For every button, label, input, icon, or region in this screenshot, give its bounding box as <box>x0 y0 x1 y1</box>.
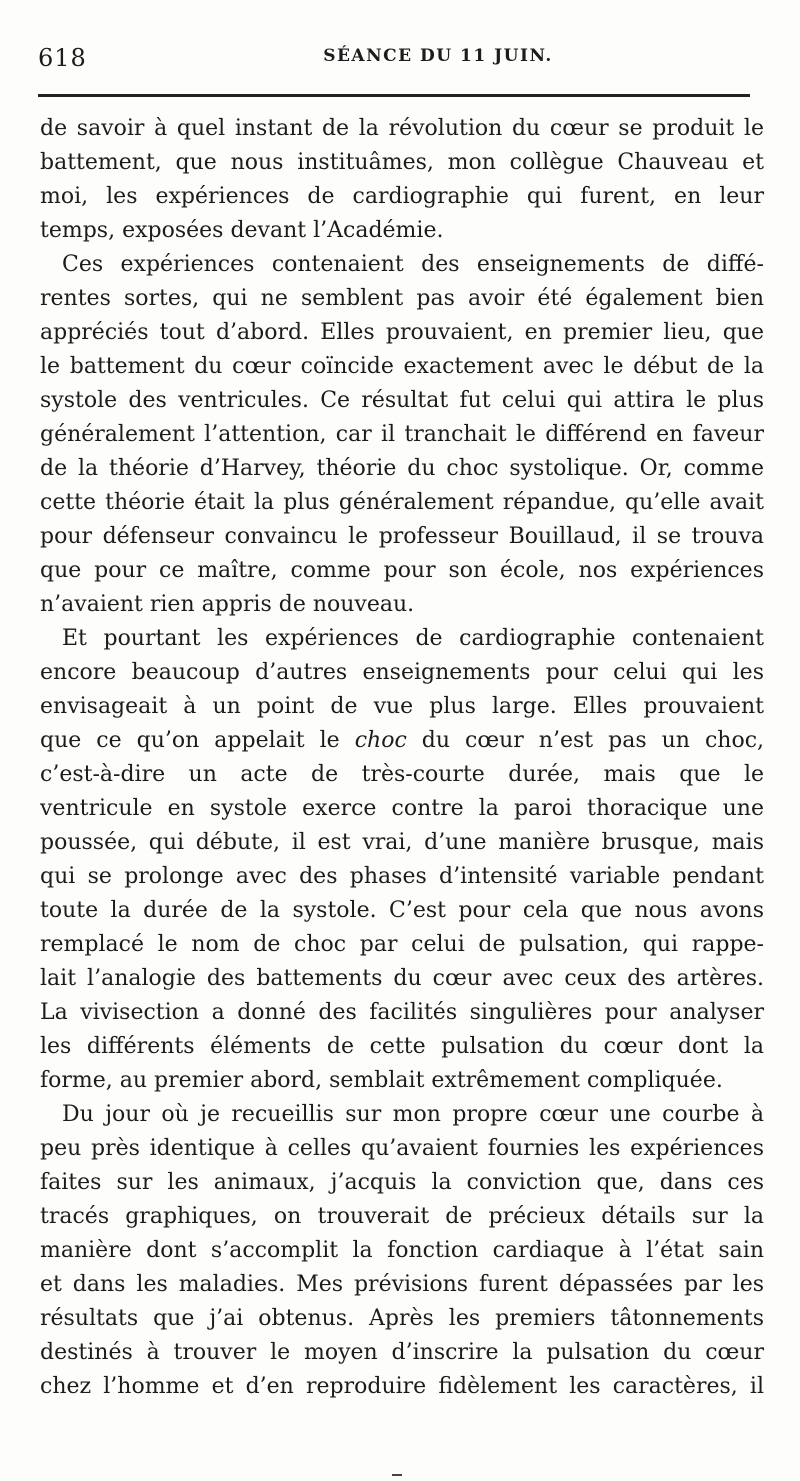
text-line: destinés à trouver le moyen d’inscrire la pulsation du cœur <box>40 1340 764 1365</box>
text-line: Et pourtant les expériences de cardiographie contenaient <box>62 626 764 651</box>
text-line: faites sur les animaux, j’acquis la conviction que, dans ces <box>40 1170 764 1195</box>
text-line: le battement du cœur coïncide exactement avec le début de la <box>40 354 764 379</box>
text-line: systole des ventricules. Ce résultat fut celui qui attira le plus <box>40 388 764 413</box>
text-line: chez l’homme et d’en reproduire fidèlement les caractères, il <box>40 1374 764 1399</box>
text-line: résultats que j’ai obtenus. Après les premiers tâtonnements <box>40 1306 764 1331</box>
text-line: temps, exposées devant l’Académie. <box>40 218 444 243</box>
text-line: ventricule en systole exerce contre la paroi thoracique une <box>40 796 764 821</box>
paragraph <box>40 622 764 1098</box>
text-line: de savoir à quel instant de la révolution du cœur se produit le <box>40 116 764 141</box>
text-line: que ce qu’on appelait le choc du cœur n’est pas un choc, <box>40 728 765 753</box>
text-line: pour défenseur convaincu le professeur Bouillaud, il se trouva <box>40 524 764 549</box>
text-line: rentes sortes, qui ne semblent pas avoir été également bien <box>40 286 764 311</box>
text-line: encore beaucoup d’autres enseignements pour celui qui les <box>40 660 764 685</box>
text-line: appréciés tout d’abord. Elles prouvaient, en premier lieu, que <box>40 320 764 345</box>
text-line: cette théorie était la plus généralement répandue, qu’elle avait <box>40 490 764 515</box>
text-line: poussée, qui débute, il est vrai, d’une manière brusque, mais <box>40 830 764 855</box>
text-line: généralement l’attention, car il tranchait le différend en faveur <box>40 422 764 447</box>
text-line: forme, au premier abord, semblait extrêmement compliquée. <box>40 1068 723 1093</box>
text-line: lait l’analogie des battements du cœur avec ceux des artères. <box>40 966 764 991</box>
running-head: SÉANCE DU 11 JUIN. <box>323 46 553 66</box>
text-line: c’est-à-dire un acte de très-courte durée, mais que le <box>40 762 764 787</box>
text-line: envisageait à un point de vue plus large. Elles prouvaient <box>40 694 764 719</box>
page-mark <box>392 1474 402 1476</box>
text-line: manière dont s’accomplit la fonction cardiaque à l’état sain <box>40 1238 764 1263</box>
paragraph <box>40 248 764 622</box>
text-line: moi, les expériences de cardiographie qui furent, en leur <box>40 184 764 209</box>
text-line: Du jour où je recueillis sur mon propre cœur une courbe à <box>62 1102 764 1127</box>
page-number: 618 <box>38 44 87 72</box>
text-line: de la théorie d’Harvey, théorie du choc systolique. Or, comme <box>40 456 764 481</box>
text-line: battement, que nous instituâmes, mon collègue Chauveau et <box>40 150 764 175</box>
text-line: qui se prolonge avec des phases d’intensité variable pendant <box>40 864 764 889</box>
text-line: Ces expériences contenaient des enseignements de diffé- <box>62 252 764 277</box>
text-line: les différents éléments de cette pulsation du cœur dont la <box>40 1034 764 1059</box>
text-line: remplacé le nom de choc par celui de pulsation, qui rappe- <box>40 932 764 957</box>
text-line: que pour ce maître, comme pour son école, nos expériences <box>40 558 764 583</box>
text-line: La vivisection a donné des facilités singulières pour analyser <box>40 1000 764 1025</box>
text-line: toute la durée de la systole. C’est pour cela que nous avons <box>40 898 764 923</box>
header-rule <box>38 94 750 97</box>
page-header <box>38 34 758 74</box>
paragraph <box>40 112 764 248</box>
text-line: tracés graphiques, on trouverait de précieux détails sur la <box>40 1204 764 1229</box>
text-line: n’avaient rien appris de nouveau. <box>40 592 415 617</box>
text-line: et dans les maladies. Mes prévisions furent dépassées par les <box>40 1272 764 1297</box>
body-text <box>40 112 764 1404</box>
paragraph <box>40 1098 764 1404</box>
text-line: peu près identique à celles qu’avaient fournies les expériences <box>40 1136 764 1161</box>
